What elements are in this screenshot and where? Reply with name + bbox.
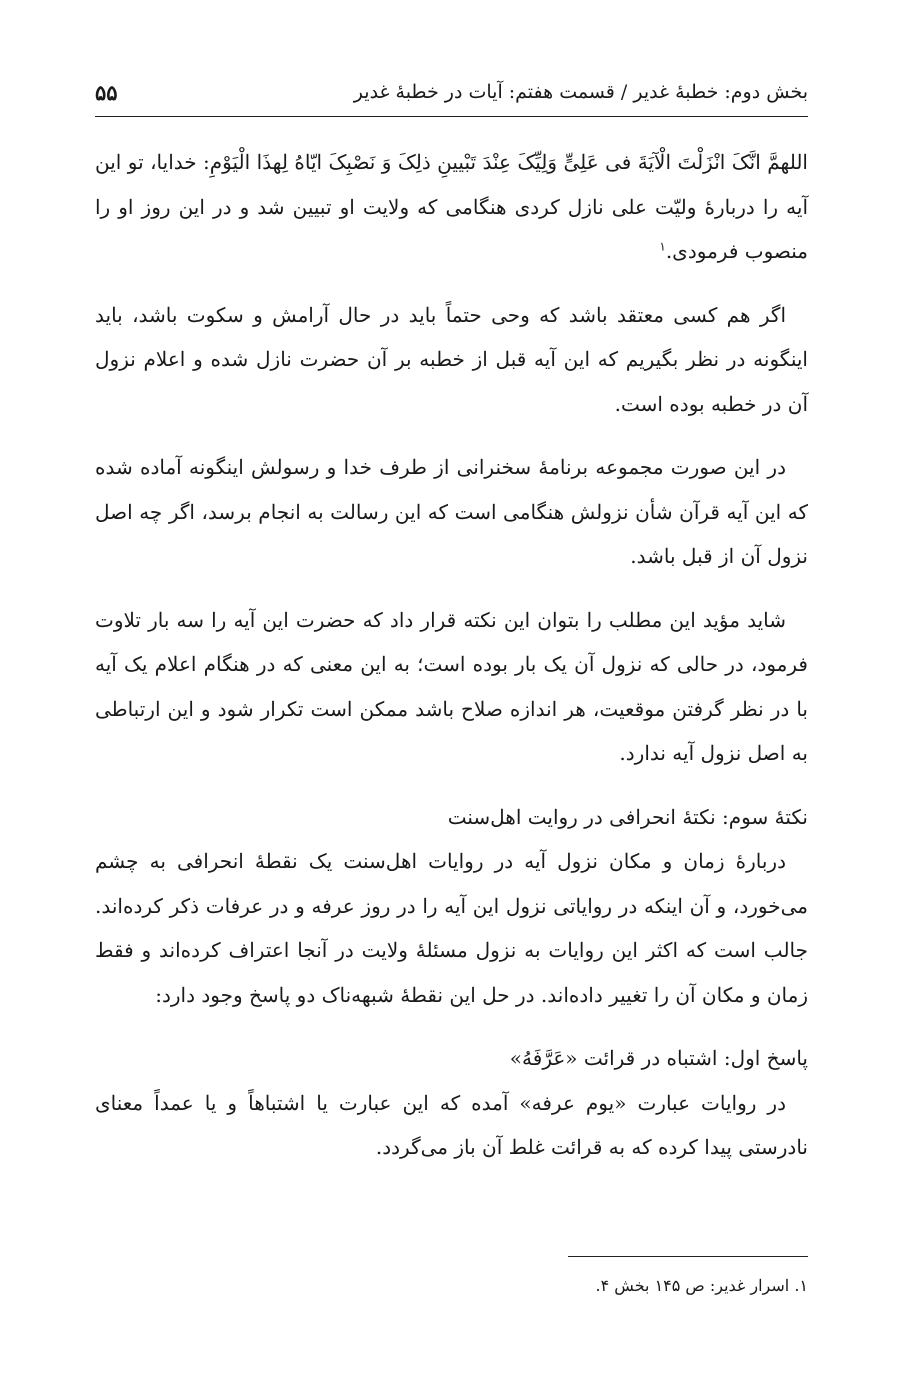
header-divider <box>95 116 808 117</box>
paragraph-5: دربارۀ زمان و مکان نزول آیه در روایات اهل‌سنت یک نقطۀ انحرافی به چشم می‌خورد، و آن اینکه در روایاتی نزول این آیه را در روز عرفه و در عرفات ذکر کرده‌اند. جالب است که اکثر این روایات به نزول مسئلۀ ولایت در آنجا اعتراف کرده‌اند و فقط زمان و مکان آن را تغییر داده‌اند. در حل این نقطۀ شبهه‌ناک دو پاسخ وجود دارد: <box>95 849 809 1007</box>
paragraph-1 <box>95 140 808 274</box>
arabic-prayer-text: اللهمَّ انَّکَ انْزَلْتَ الْآیَةَ فی عَلِیٍّ وَلِیِّکَ عِنْدَ تَبْیینِ ذلِکَ وَ نَصْبِکَ ایّاهُ لِهذَا الْیَوْمِ: <box>203 150 808 174</box>
book-page <box>95 0 808 1390</box>
answer-1-heading: پاسخ اول: اشتباه در قرائت «عَرَّفَهُ» <box>509 1046 808 1070</box>
paragraph-6: در روایات عبارت «یوم عرفه» آمده که این عبارت یا اشتباهاً و یا عمداً معنای نادرستی پیدا کرده که به قرائت غلط آن باز می‌گردد. <box>95 1090 808 1159</box>
footnote-divider <box>568 1256 808 1257</box>
paragraph-4: شاید مؤید این مطلب را بتوان این نکته قرار داد که حضرت این آیه را سه بار تلاوت فرمود، در حالی که نزول آن یک بار بوده است؛ به این معنی که در هنگام اعلام یک آیه با در نظر گرفتن موقعیت، هر اندازه صلاح باشد ممکن است تکرار شود و این ارتباطی به اصل نزول آیه ندارد. <box>95 607 808 765</box>
paragraph-2: اگر هم کسی معتقد باشد که وحی حتماً باید در حال آرامش و سکوت باشد، باید اینگونه در نظر بگیریم که این آیه قبل از خطبه بر آن حضرت نازل شده و اعلام نزول آن در خطبه بوده است. <box>95 302 808 416</box>
page-number: ۵۵ <box>95 79 118 105</box>
section-heading-3: نکتۀ سوم: نکتۀ انحرافی در روایت اهل‌سنت <box>447 804 808 829</box>
footnote: ۱. اسرار غدیر: ص ۱۴۵ بخش ۴. <box>595 1276 808 1295</box>
running-title: بخش دوم: خطبۀ غدیر / قسمت هفتم: آیات در خطبۀ غدیر <box>353 81 808 103</box>
footnote-marker: ۱ <box>659 239 666 254</box>
page-body <box>95 140 808 1189</box>
prayer-translation: خدایا، تو این آیه را دربارۀ ولیّت علی نازل کردی هنگامی که ولایت او تبیین شد و در این روز او را منصوب فرمودی. <box>95 150 808 263</box>
running-header <box>95 72 808 112</box>
paragraph-3: در این صورت مجموعه برنامۀ سخنرانی از طرف خدا و رسولش اینگونه آماده شده که این آیه قرآن شأن نزولش هنگامی است که این رسالت به انجام برسد، اگر چه اصل نزول آن از قبل باشد. <box>95 455 808 568</box>
